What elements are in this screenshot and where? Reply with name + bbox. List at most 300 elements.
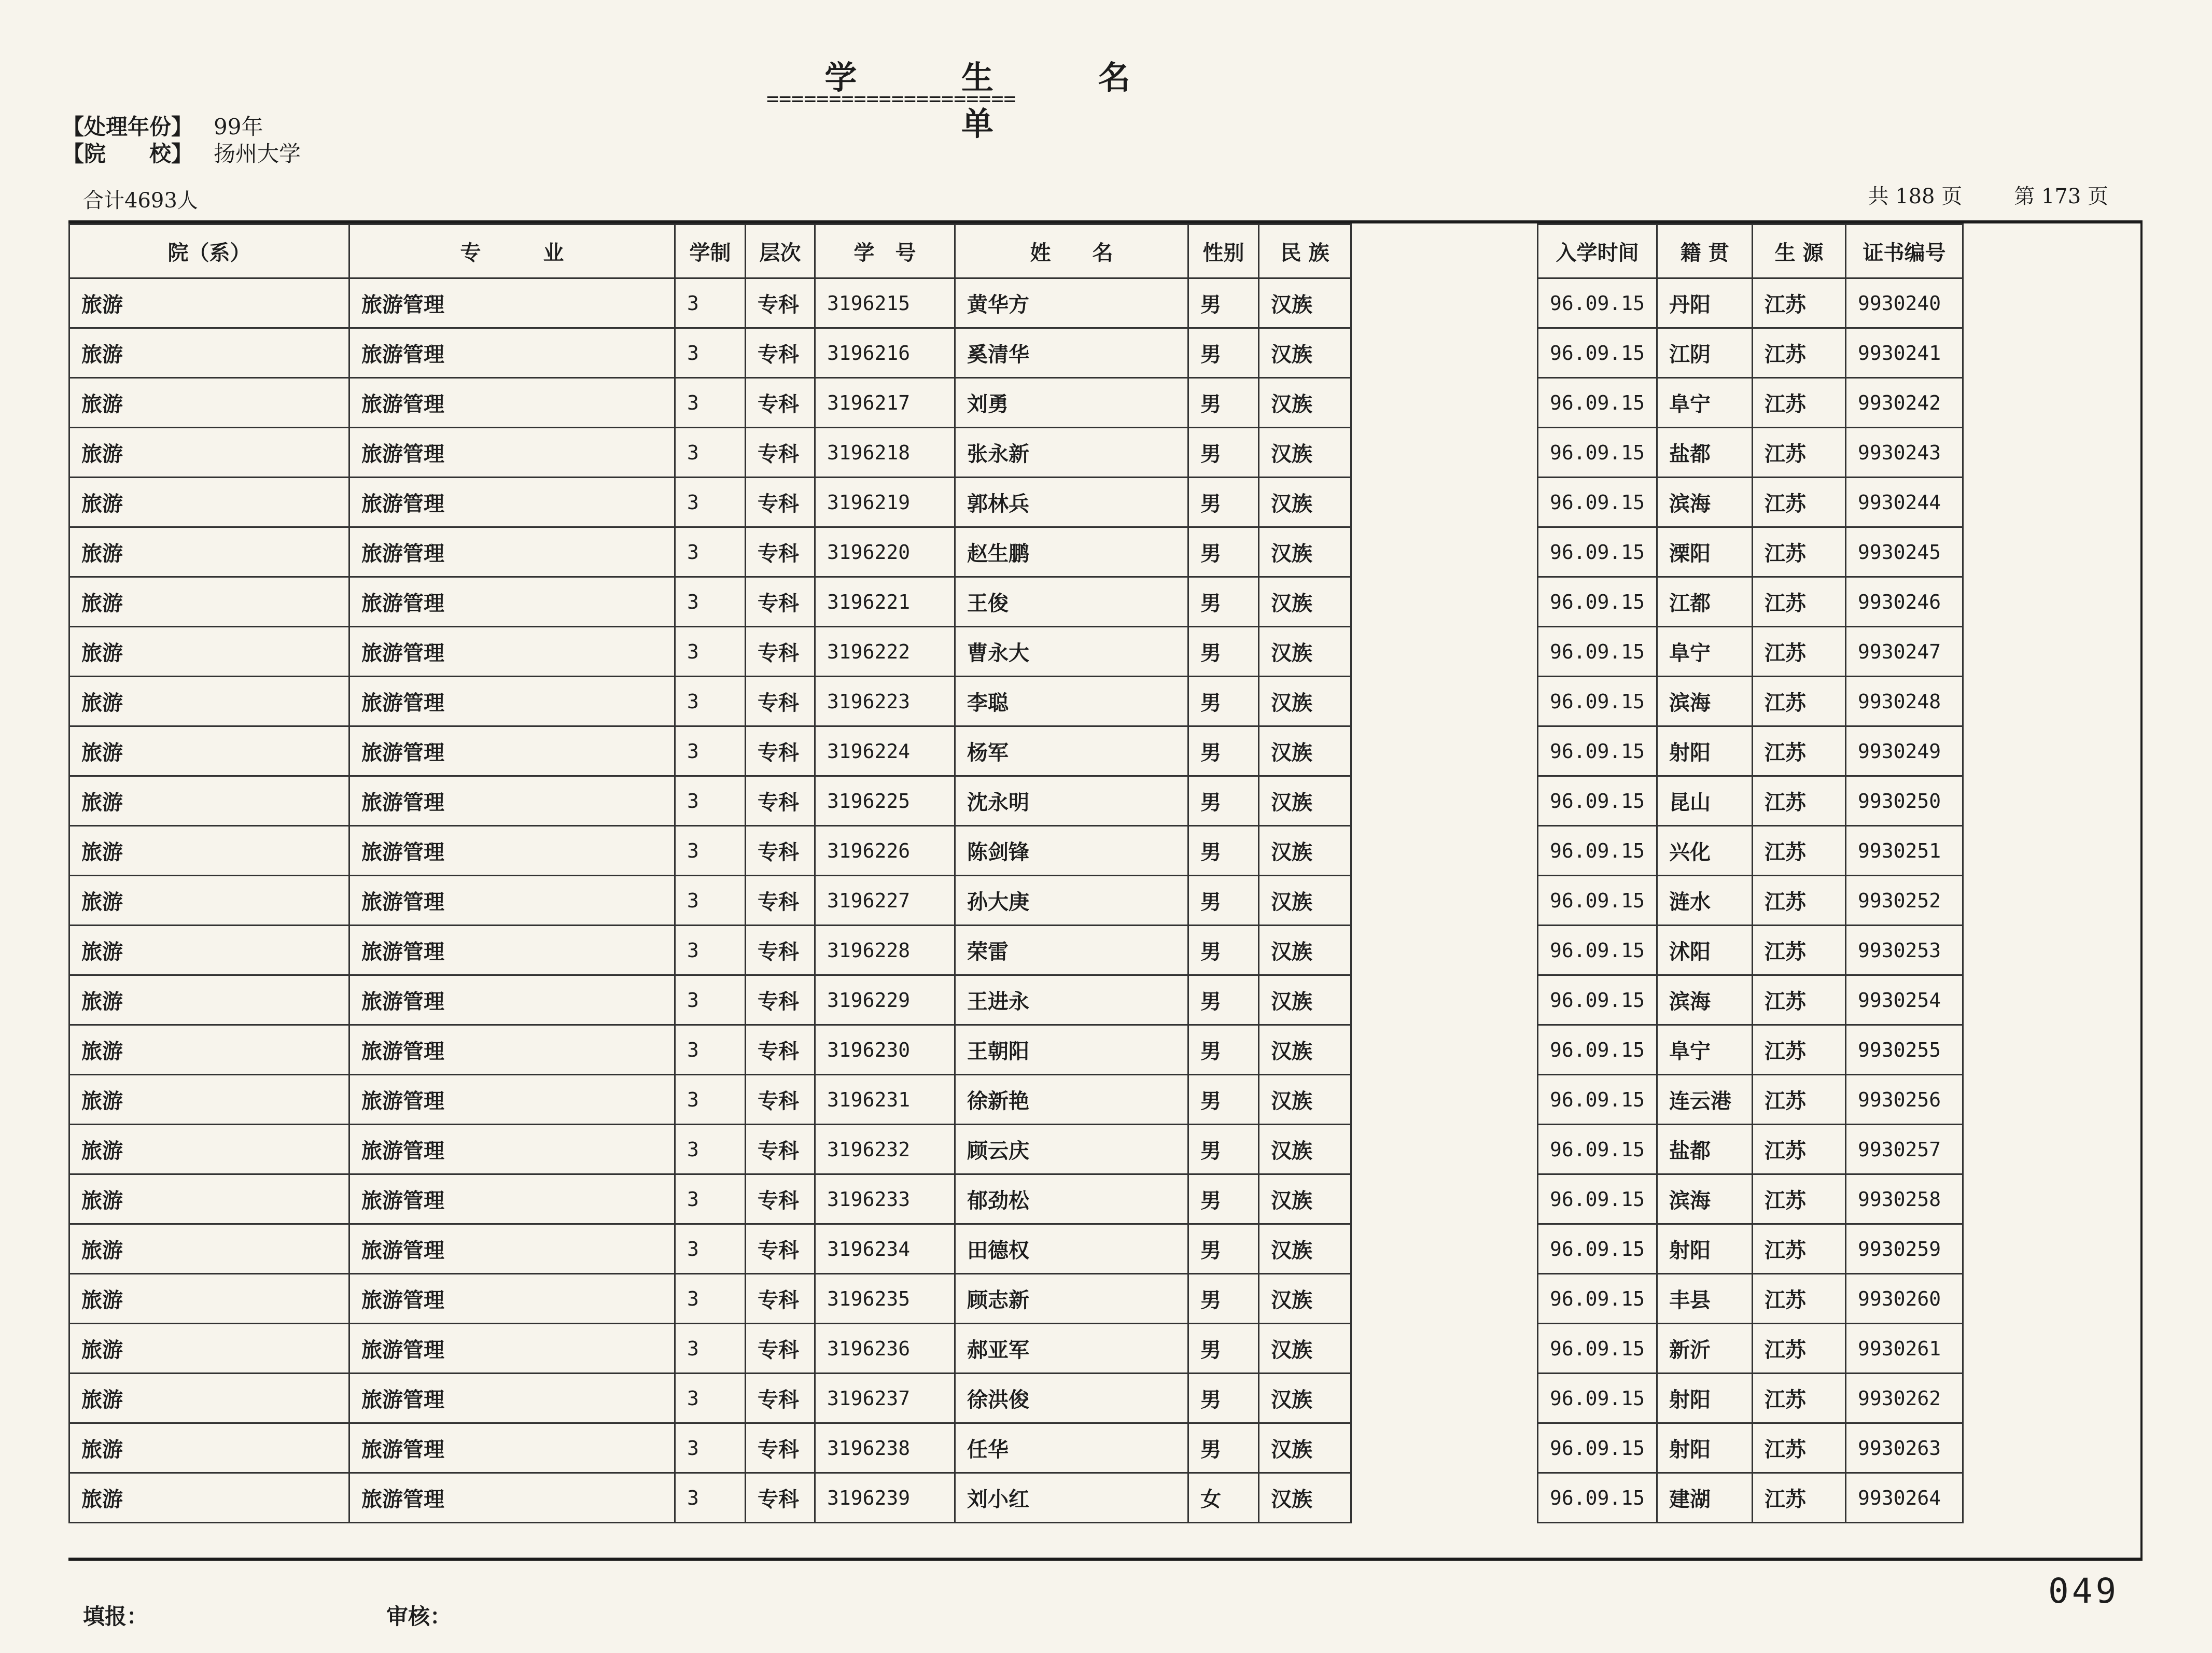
cell-ethnicity: 汉族 bbox=[1259, 1075, 1351, 1125]
cell-years: 3 bbox=[675, 1125, 746, 1174]
total-pages: 共 188 页 bbox=[1868, 185, 1963, 208]
cell-origin: 江苏 bbox=[1753, 1075, 1846, 1125]
cell-level: 专科 bbox=[746, 926, 815, 975]
cell-enroll-date: 96.09.15 bbox=[1538, 876, 1657, 926]
cell-cert-no: 9930258 bbox=[1846, 1174, 1963, 1224]
cell-enroll-date: 96.09.15 bbox=[1538, 1075, 1657, 1125]
cell-enroll-date: 96.09.15 bbox=[1538, 1473, 1657, 1523]
cell-level: 专科 bbox=[746, 876, 815, 926]
cell-gender: 男 bbox=[1188, 1174, 1259, 1224]
cell-blank bbox=[1351, 577, 1538, 627]
cell-native-place: 昆山 bbox=[1657, 776, 1753, 826]
cell-dept: 旅游 bbox=[69, 1125, 349, 1174]
col-major: 专 业 bbox=[349, 225, 675, 278]
cell-name: 杨军 bbox=[955, 726, 1188, 776]
cell-level: 专科 bbox=[746, 527, 815, 577]
cell-major: 旅游管理 bbox=[349, 1423, 675, 1473]
cell-student-id: 3196231 bbox=[815, 1075, 955, 1125]
cell-years: 3 bbox=[675, 926, 746, 975]
cell-dept: 旅游 bbox=[69, 1174, 349, 1224]
table-row bbox=[69, 478, 1963, 527]
cell-origin: 江苏 bbox=[1753, 776, 1846, 826]
cell-years: 3 bbox=[675, 1025, 746, 1075]
cell-ethnicity: 汉族 bbox=[1259, 726, 1351, 776]
student-rows bbox=[69, 278, 1963, 1523]
cell-years: 3 bbox=[675, 726, 746, 776]
table-row bbox=[69, 1075, 1963, 1125]
cell-name: 王进永 bbox=[955, 975, 1188, 1025]
cell-gender: 男 bbox=[1188, 776, 1259, 826]
cell-blank bbox=[1351, 975, 1538, 1025]
cell-ethnicity: 汉族 bbox=[1259, 975, 1351, 1025]
cell-dept: 旅游 bbox=[69, 726, 349, 776]
cell-years: 3 bbox=[675, 876, 746, 926]
cell-dept: 旅游 bbox=[69, 627, 349, 677]
cell-major: 旅游管理 bbox=[349, 876, 675, 926]
cell-years: 3 bbox=[675, 975, 746, 1025]
cell-blank bbox=[1351, 1324, 1538, 1374]
cell-enroll-date: 96.09.15 bbox=[1538, 1025, 1657, 1075]
cell-native-place: 射阳 bbox=[1657, 1374, 1753, 1423]
table-row bbox=[69, 1125, 1963, 1174]
cell-cert-no: 9930247 bbox=[1846, 627, 1963, 677]
cell-student-id: 3196228 bbox=[815, 926, 955, 975]
cell-level: 专科 bbox=[746, 1224, 815, 1274]
cell-major: 旅游管理 bbox=[349, 926, 675, 975]
cell-gender: 男 bbox=[1188, 1025, 1259, 1075]
cell-level: 专科 bbox=[746, 478, 815, 527]
cell-enroll-date: 96.09.15 bbox=[1538, 627, 1657, 677]
cell-cert-no: 9930241 bbox=[1846, 328, 1963, 378]
cell-student-id: 3196239 bbox=[815, 1473, 955, 1523]
cell-major: 旅游管理 bbox=[349, 278, 675, 328]
cell-student-id: 3196221 bbox=[815, 577, 955, 627]
cell-years: 3 bbox=[675, 378, 746, 428]
cell-student-id: 3196229 bbox=[815, 975, 955, 1025]
col-cert-no: 证书编号 bbox=[1846, 225, 1963, 278]
cell-student-id: 3196217 bbox=[815, 378, 955, 428]
table-row bbox=[69, 926, 1963, 975]
cell-level: 专科 bbox=[746, 1324, 815, 1374]
cell-student-id: 3196216 bbox=[815, 328, 955, 378]
cell-gender: 男 bbox=[1188, 527, 1259, 577]
cell-origin: 江苏 bbox=[1753, 1224, 1846, 1274]
cell-level: 专科 bbox=[746, 826, 815, 876]
cell-major: 旅游管理 bbox=[349, 1174, 675, 1224]
cell-major: 旅游管理 bbox=[349, 1473, 675, 1523]
cell-gender: 男 bbox=[1188, 1125, 1259, 1174]
cell-major: 旅游管理 bbox=[349, 1025, 675, 1075]
cell-student-id: 3196225 bbox=[815, 776, 955, 826]
cell-dept: 旅游 bbox=[69, 776, 349, 826]
cell-native-place: 涟水 bbox=[1657, 876, 1753, 926]
cell-enroll-date: 96.09.15 bbox=[1538, 1274, 1657, 1324]
table-row bbox=[69, 1174, 1963, 1224]
cell-dept: 旅游 bbox=[69, 1274, 349, 1324]
cell-blank bbox=[1351, 776, 1538, 826]
cell-enroll-date: 96.09.15 bbox=[1538, 577, 1657, 627]
cell-blank bbox=[1351, 677, 1538, 726]
cell-name: 顾云庆 bbox=[955, 1125, 1188, 1174]
cell-origin: 江苏 bbox=[1753, 428, 1846, 478]
cell-ethnicity: 汉族 bbox=[1259, 1174, 1351, 1224]
cell-level: 专科 bbox=[746, 1473, 815, 1523]
cell-ethnicity: 汉族 bbox=[1259, 677, 1351, 726]
cell-enroll-date: 96.09.15 bbox=[1538, 1224, 1657, 1274]
meta-school-value: 扬州大学 bbox=[214, 141, 301, 166]
cell-blank bbox=[1351, 627, 1538, 677]
total-count: 合计4693人 bbox=[83, 189, 198, 213]
cell-cert-no: 9930253 bbox=[1846, 926, 1963, 975]
cell-major: 旅游管理 bbox=[349, 328, 675, 378]
cell-student-id: 3196236 bbox=[815, 1324, 955, 1374]
cell-cert-no: 9930249 bbox=[1846, 726, 1963, 776]
cell-native-place: 阜宁 bbox=[1657, 1025, 1753, 1075]
cell-ethnicity: 汉族 bbox=[1259, 876, 1351, 926]
cell-major: 旅游管理 bbox=[349, 1224, 675, 1274]
cell-level: 专科 bbox=[746, 677, 815, 726]
cell-enroll-date: 96.09.15 bbox=[1538, 1374, 1657, 1423]
cell-gender: 男 bbox=[1188, 627, 1259, 677]
cell-native-place: 滨海 bbox=[1657, 975, 1753, 1025]
cell-ethnicity: 汉族 bbox=[1259, 378, 1351, 428]
cell-name: 李聪 bbox=[955, 677, 1188, 726]
cell-native-place: 射阳 bbox=[1657, 726, 1753, 776]
cell-major: 旅游管理 bbox=[349, 378, 675, 428]
cell-gender: 男 bbox=[1188, 478, 1259, 527]
cell-student-id: 3196215 bbox=[815, 278, 955, 328]
cell-ethnicity: 汉族 bbox=[1259, 1274, 1351, 1324]
cell-student-id: 3196232 bbox=[815, 1125, 955, 1174]
cell-enroll-date: 96.09.15 bbox=[1538, 278, 1657, 328]
cell-gender: 男 bbox=[1188, 1423, 1259, 1473]
cell-ethnicity: 汉族 bbox=[1259, 1125, 1351, 1174]
cell-gender: 男 bbox=[1188, 278, 1259, 328]
col-student-id: 学 号 bbox=[815, 225, 955, 278]
cell-level: 专科 bbox=[746, 328, 815, 378]
table-row bbox=[69, 577, 1963, 627]
meta-year-value: 99年 bbox=[214, 114, 263, 139]
cell-blank bbox=[1351, 726, 1538, 776]
cell-gender: 男 bbox=[1188, 378, 1259, 428]
cell-blank bbox=[1351, 1374, 1538, 1423]
cell-origin: 江苏 bbox=[1753, 1324, 1846, 1374]
table-row bbox=[69, 726, 1963, 776]
cell-dept: 旅游 bbox=[69, 527, 349, 577]
table-row bbox=[69, 1224, 1963, 1274]
cell-cert-no: 9930244 bbox=[1846, 478, 1963, 527]
student-list-sheet bbox=[68, 220, 2143, 1561]
cell-cert-no: 9930250 bbox=[1846, 776, 1963, 826]
cell-blank bbox=[1351, 428, 1538, 478]
cell-enroll-date: 96.09.15 bbox=[1538, 677, 1657, 726]
cell-level: 专科 bbox=[746, 1174, 815, 1224]
cell-name: 徐新艳 bbox=[955, 1075, 1188, 1125]
cell-student-id: 3196238 bbox=[815, 1423, 955, 1473]
cell-gender: 男 bbox=[1188, 577, 1259, 627]
cell-years: 3 bbox=[675, 1374, 746, 1423]
table-row bbox=[69, 876, 1963, 926]
cell-major: 旅游管理 bbox=[349, 1374, 675, 1423]
cell-ethnicity: 汉族 bbox=[1259, 278, 1351, 328]
table-row bbox=[69, 1423, 1963, 1473]
cell-years: 3 bbox=[675, 1473, 746, 1523]
col-native-place: 籍 贯 bbox=[1657, 225, 1753, 278]
table-row bbox=[69, 278, 1963, 328]
cell-native-place: 盐都 bbox=[1657, 1125, 1753, 1174]
cell-origin: 江苏 bbox=[1753, 726, 1846, 776]
cell-years: 3 bbox=[675, 278, 746, 328]
cell-student-id: 3196226 bbox=[815, 826, 955, 876]
cell-enroll-date: 96.09.15 bbox=[1538, 428, 1657, 478]
table-row bbox=[69, 677, 1963, 726]
cell-student-id: 3196224 bbox=[815, 726, 955, 776]
cell-native-place: 江都 bbox=[1657, 577, 1753, 627]
cell-level: 专科 bbox=[746, 577, 815, 627]
cell-cert-no: 9930245 bbox=[1846, 527, 1963, 577]
cell-dept: 旅游 bbox=[69, 1423, 349, 1473]
cell-ethnicity: 汉族 bbox=[1259, 1324, 1351, 1374]
page-indicator bbox=[1852, 180, 2108, 209]
col-years: 学制 bbox=[675, 225, 746, 278]
cell-cert-no: 9930260 bbox=[1846, 1274, 1963, 1324]
cell-origin: 江苏 bbox=[1753, 527, 1846, 577]
cell-major: 旅游管理 bbox=[349, 627, 675, 677]
table-row bbox=[69, 627, 1963, 677]
page-stamp-number: 049 bbox=[2048, 1571, 2120, 1611]
cell-enroll-date: 96.09.15 bbox=[1538, 527, 1657, 577]
cell-gender: 男 bbox=[1188, 1274, 1259, 1324]
cell-dept: 旅游 bbox=[69, 876, 349, 926]
cell-dept: 旅游 bbox=[69, 975, 349, 1025]
cell-years: 3 bbox=[675, 677, 746, 726]
cell-native-place: 连云港 bbox=[1657, 1075, 1753, 1125]
cell-years: 3 bbox=[675, 627, 746, 677]
meta-year bbox=[62, 114, 263, 140]
cell-level: 专科 bbox=[746, 975, 815, 1025]
cell-blank bbox=[1351, 826, 1538, 876]
cell-dept: 旅游 bbox=[69, 278, 349, 328]
cell-origin: 江苏 bbox=[1753, 926, 1846, 975]
cell-major: 旅游管理 bbox=[349, 1274, 675, 1324]
cell-origin: 江苏 bbox=[1753, 826, 1846, 876]
cell-ethnicity: 汉族 bbox=[1259, 1423, 1351, 1473]
cell-cert-no: 9930255 bbox=[1846, 1025, 1963, 1075]
cell-ethnicity: 汉族 bbox=[1259, 1224, 1351, 1274]
cell-name: 郁劲松 bbox=[955, 1174, 1188, 1224]
cell-years: 3 bbox=[675, 776, 746, 826]
cell-level: 专科 bbox=[746, 1374, 815, 1423]
cell-name: 陈剑锋 bbox=[955, 826, 1188, 876]
cell-blank bbox=[1351, 1025, 1538, 1075]
cell-gender: 女 bbox=[1188, 1473, 1259, 1523]
cell-enroll-date: 96.09.15 bbox=[1538, 975, 1657, 1025]
cell-gender: 男 bbox=[1188, 876, 1259, 926]
cell-blank bbox=[1351, 1224, 1538, 1274]
cell-origin: 江苏 bbox=[1753, 1174, 1846, 1224]
cell-cert-no: 9930262 bbox=[1846, 1374, 1963, 1423]
cell-name: 孙大庚 bbox=[955, 876, 1188, 926]
cell-gender: 男 bbox=[1188, 926, 1259, 975]
cell-origin: 江苏 bbox=[1753, 577, 1846, 627]
table-row bbox=[69, 776, 1963, 826]
table-row bbox=[69, 1473, 1963, 1523]
cell-gender: 男 bbox=[1188, 428, 1259, 478]
document-title: 学 生 名 单 bbox=[824, 59, 1177, 143]
cell-major: 旅游管理 bbox=[349, 1075, 675, 1125]
cell-origin: 江苏 bbox=[1753, 975, 1846, 1025]
cell-native-place: 溧阳 bbox=[1657, 527, 1753, 577]
cell-student-id: 3196227 bbox=[815, 876, 955, 926]
cell-origin: 江苏 bbox=[1753, 1423, 1846, 1473]
cell-cert-no: 9930248 bbox=[1846, 677, 1963, 726]
cell-cert-no: 9930256 bbox=[1846, 1075, 1963, 1125]
title-underline: ==================== bbox=[766, 87, 1016, 111]
student-table bbox=[68, 223, 1964, 1523]
cell-level: 专科 bbox=[746, 1075, 815, 1125]
cell-native-place: 丹阳 bbox=[1657, 278, 1753, 328]
cell-student-id: 3196237 bbox=[815, 1374, 955, 1423]
cell-native-place: 阜宁 bbox=[1657, 627, 1753, 677]
cell-origin: 江苏 bbox=[1753, 1125, 1846, 1174]
cell-native-place: 江阴 bbox=[1657, 328, 1753, 378]
cell-gender: 男 bbox=[1188, 1374, 1259, 1423]
col-blank bbox=[1351, 225, 1538, 278]
cell-cert-no: 9930251 bbox=[1846, 826, 1963, 876]
cell-origin: 江苏 bbox=[1753, 1374, 1846, 1423]
cell-name: 荣雷 bbox=[955, 926, 1188, 975]
cell-origin: 江苏 bbox=[1753, 328, 1846, 378]
cell-enroll-date: 96.09.15 bbox=[1538, 776, 1657, 826]
cell-cert-no: 9930254 bbox=[1846, 975, 1963, 1025]
cell-enroll-date: 96.09.15 bbox=[1538, 1174, 1657, 1224]
cell-native-place: 兴化 bbox=[1657, 826, 1753, 876]
cell-level: 专科 bbox=[746, 627, 815, 677]
cell-blank bbox=[1351, 876, 1538, 926]
cell-origin: 江苏 bbox=[1753, 627, 1846, 677]
cell-ethnicity: 汉族 bbox=[1259, 328, 1351, 378]
cell-origin: 江苏 bbox=[1753, 1274, 1846, 1324]
cell-gender: 男 bbox=[1188, 826, 1259, 876]
cell-dept: 旅游 bbox=[69, 428, 349, 478]
cell-major: 旅游管理 bbox=[349, 677, 675, 726]
cell-years: 3 bbox=[675, 1274, 746, 1324]
cell-name: 徐洪俊 bbox=[955, 1374, 1188, 1423]
cell-name: 田德权 bbox=[955, 1224, 1188, 1274]
table-row bbox=[69, 527, 1963, 577]
cell-dept: 旅游 bbox=[69, 328, 349, 378]
table-row bbox=[69, 975, 1963, 1025]
cell-gender: 男 bbox=[1188, 1075, 1259, 1125]
reviewed-by-label: 审核： bbox=[386, 1604, 452, 1629]
cell-dept: 旅游 bbox=[69, 677, 349, 726]
cell-years: 3 bbox=[675, 1075, 746, 1125]
cell-blank bbox=[1351, 378, 1538, 428]
col-origin: 生 源 bbox=[1753, 225, 1846, 278]
cell-name: 郭林兵 bbox=[955, 478, 1188, 527]
table-row bbox=[69, 1274, 1963, 1324]
cell-enroll-date: 96.09.15 bbox=[1538, 926, 1657, 975]
cell-ethnicity: 汉族 bbox=[1259, 577, 1351, 627]
cell-dept: 旅游 bbox=[69, 1224, 349, 1274]
table-row bbox=[69, 328, 1963, 378]
cell-cert-no: 9930263 bbox=[1846, 1423, 1963, 1473]
cell-dept: 旅游 bbox=[69, 1374, 349, 1423]
cell-dept: 旅游 bbox=[69, 1075, 349, 1125]
cell-student-id: 3196219 bbox=[815, 478, 955, 527]
cell-level: 专科 bbox=[746, 378, 815, 428]
cell-cert-no: 9930264 bbox=[1846, 1473, 1963, 1523]
cell-ethnicity: 汉族 bbox=[1259, 428, 1351, 478]
cell-cert-no: 9930240 bbox=[1846, 278, 1963, 328]
table-row bbox=[69, 1324, 1963, 1374]
cell-native-place: 阜宁 bbox=[1657, 378, 1753, 428]
cell-ethnicity: 汉族 bbox=[1259, 1473, 1351, 1523]
cell-native-place: 建湖 bbox=[1657, 1473, 1753, 1523]
cell-dept: 旅游 bbox=[69, 1473, 349, 1523]
cell-major: 旅游管理 bbox=[349, 428, 675, 478]
col-dept: 院（系） bbox=[69, 225, 349, 278]
current-page: 第 173 页 bbox=[2014, 185, 2108, 208]
cell-level: 专科 bbox=[746, 1274, 815, 1324]
col-ethnicity: 民 族 bbox=[1259, 225, 1351, 278]
cell-student-id: 3196234 bbox=[815, 1224, 955, 1274]
cell-dept: 旅游 bbox=[69, 1324, 349, 1374]
cell-blank bbox=[1351, 1274, 1538, 1324]
cell-student-id: 3196222 bbox=[815, 627, 955, 677]
cell-student-id: 3196235 bbox=[815, 1274, 955, 1324]
cell-gender: 男 bbox=[1188, 726, 1259, 776]
cell-years: 3 bbox=[675, 527, 746, 577]
cell-name: 王朝阳 bbox=[955, 1025, 1188, 1075]
cell-native-place: 盐都 bbox=[1657, 428, 1753, 478]
table-row bbox=[69, 1025, 1963, 1075]
table-header-row bbox=[69, 225, 1963, 278]
cell-enroll-date: 96.09.15 bbox=[1538, 328, 1657, 378]
cell-origin: 江苏 bbox=[1753, 677, 1846, 726]
col-gender: 性别 bbox=[1188, 225, 1259, 278]
cell-blank bbox=[1351, 328, 1538, 378]
table-row bbox=[69, 1374, 1963, 1423]
cell-name: 曹永大 bbox=[955, 627, 1188, 677]
cell-blank bbox=[1351, 1125, 1538, 1174]
cell-name: 黄华方 bbox=[955, 278, 1188, 328]
cell-native-place: 丰县 bbox=[1657, 1274, 1753, 1324]
cell-years: 3 bbox=[675, 826, 746, 876]
cell-years: 3 bbox=[675, 1324, 746, 1374]
cell-ethnicity: 汉族 bbox=[1259, 926, 1351, 975]
cell-years: 3 bbox=[675, 577, 746, 627]
cell-major: 旅游管理 bbox=[349, 478, 675, 527]
meta-school-label: 【院 校】 bbox=[62, 141, 193, 166]
col-level: 层次 bbox=[746, 225, 815, 278]
cell-name: 任华 bbox=[955, 1423, 1188, 1473]
cell-name: 顾志新 bbox=[955, 1274, 1188, 1324]
cell-gender: 男 bbox=[1188, 1224, 1259, 1274]
cell-gender: 男 bbox=[1188, 677, 1259, 726]
cell-level: 专科 bbox=[746, 726, 815, 776]
meta-year-label: 【处理年份】 bbox=[62, 114, 193, 139]
cell-dept: 旅游 bbox=[69, 826, 349, 876]
col-name: 姓 名 bbox=[955, 225, 1188, 278]
cell-enroll-date: 96.09.15 bbox=[1538, 1125, 1657, 1174]
cell-dept: 旅游 bbox=[69, 378, 349, 428]
cell-cert-no: 9930252 bbox=[1846, 876, 1963, 926]
cell-ethnicity: 汉族 bbox=[1259, 826, 1351, 876]
cell-years: 3 bbox=[675, 1224, 746, 1274]
cell-major: 旅游管理 bbox=[349, 975, 675, 1025]
cell-level: 专科 bbox=[746, 776, 815, 826]
